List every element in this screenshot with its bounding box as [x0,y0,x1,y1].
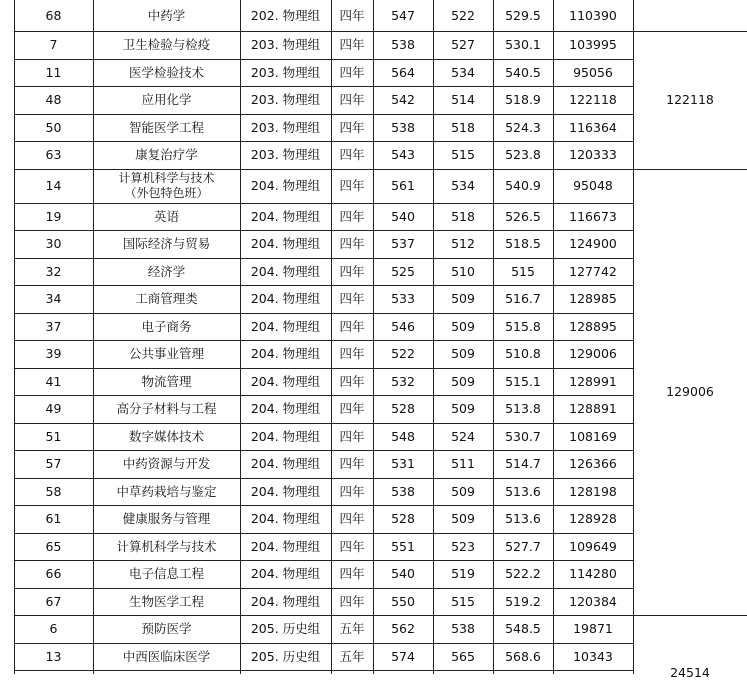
max-score-cell: 547 [391,8,415,23]
avg-score-cell: 519.2 [505,593,541,609]
major-name-cell: 数字媒体技术 [128,428,204,444]
min-score-cell: 512 [451,236,475,252]
study-years-cell: 四年 [339,263,365,279]
subject-group-cell: 203. 物理组 [250,64,321,80]
subject-group-cell: 204. 物理组 [250,538,321,554]
subject-group-cell: 204. 物理组 [250,291,321,307]
grid-hline [14,395,633,396]
subject-group-cell: 204. 物理组 [250,263,321,279]
subject-group-cell: 204. 物理组 [250,483,321,499]
avg-score-cell: 540.5 [505,64,541,80]
grid-vline [493,0,494,674]
min-score-cell: 509 [451,373,475,389]
avg-score-cell: 530.7 [505,428,541,444]
major-name-cell: 中药资源与开发 [122,456,211,472]
min-rank-cell: 10343 [573,648,613,664]
subject-group-cell: 204. 物理组 [250,208,321,224]
grid-hline [14,643,633,644]
min-score-cell: 522 [451,8,475,23]
major-code-cell: 49 [45,401,62,417]
major-code-cell: 51 [45,428,62,444]
major-name-cell: 计算机科学与技术 （外包特色班） [118,170,215,200]
subject-group-cell: 203. 物理组 [250,147,321,163]
grid-hline [14,31,633,32]
grid-hline [14,423,633,424]
avg-score-cell: 548.5 [505,621,541,637]
major-code-cell: 61 [45,511,62,527]
study-years-cell: 四年 [339,456,365,472]
min-rank-cell: 103995 [569,37,617,53]
min-rank-cell: 128991 [569,373,617,389]
min-rank-cell: 120333 [569,147,617,163]
max-score-cell: 528 [391,401,415,417]
subject-group-cell: 203. 物理组 [250,92,321,108]
min-rank-cell: 128891 [569,401,617,417]
grid-vline [553,0,554,674]
grid-hline [14,169,633,170]
grid-vline [240,0,241,674]
subject-group-cell: 202. 物理组 [250,8,321,23]
major-name-cell: 中草药栽培与鉴定 [116,483,217,499]
major-code-cell: 39 [45,346,62,362]
min-score-cell: 538 [451,621,475,637]
avg-score-cell: 526.5 [505,208,541,224]
major-code-cell: 67 [45,593,62,609]
min-rank-cell: 110390 [569,8,617,23]
major-name-cell: 生物医学工程 [128,593,204,609]
grid-hline [14,203,633,204]
major-name-cell: 电子信息工程 [128,566,204,582]
grid-hline [14,114,633,115]
major-name-cell: 物流管理 [141,373,192,389]
study-years-cell: 四年 [339,401,365,417]
min-score-cell: 518 [451,119,475,135]
avg-score-cell: 513.6 [505,511,541,527]
max-score-cell: 551 [391,538,415,554]
min-rank-cell: 127742 [569,263,617,279]
max-score-cell: 550 [391,593,415,609]
avg-score-cell: 513.6 [505,483,541,499]
major-name-cell: 经济学 [147,263,186,279]
avg-score-cell: 568.6 [505,648,541,664]
min-score-cell: 527 [451,37,475,53]
min-score-cell: 523 [451,538,475,554]
min-score-cell: 534 [451,178,475,193]
grid-hline [14,505,633,506]
min-score-cell: 509 [451,318,475,334]
grid-hline [14,86,633,87]
max-score-cell: 532 [391,373,415,389]
max-score-cell: 561 [391,178,415,193]
avg-score-cell: 524.3 [505,119,541,135]
major-name-cell: 健康服务与管理 [122,511,211,527]
min-score-cell: 518 [451,208,475,224]
study-years-cell: 四年 [339,291,365,307]
grid-hline [14,450,633,451]
min-score-cell: 509 [451,291,475,307]
min-score-cell: 515 [451,593,475,609]
max-score-cell: 548 [391,428,415,444]
min-rank-cell: 120384 [569,593,617,609]
max-score-cell: 543 [391,147,415,163]
group-min-rank-cell: 129006 [666,384,714,400]
major-code-cell: 48 [45,92,62,108]
grid-hline [14,615,633,616]
grid-hline [14,59,633,60]
grid-hline [14,258,633,259]
max-score-cell: 538 [391,483,415,499]
max-score-cell: 546 [391,318,415,334]
avg-score-cell: 540.9 [505,178,541,193]
subject-group-cell: 204. 物理组 [250,593,321,609]
max-score-cell: 537 [391,236,415,252]
avg-score-cell: 518.9 [505,92,541,108]
min-score-cell: 534 [451,64,475,80]
avg-score-cell: 515.1 [505,373,541,389]
subject-group-cell: 204. 物理组 [250,511,321,527]
grid-hline [14,478,633,479]
min-rank-cell: 129006 [569,346,617,362]
study-years-cell: 四年 [339,119,365,135]
min-rank-cell: 116364 [569,119,617,135]
max-score-cell: 522 [391,346,415,362]
major-name-cell: 中西医临床医学 [122,648,211,664]
subject-group-cell: 204. 物理组 [250,428,321,444]
grid-hline [14,313,633,314]
min-rank-cell: 128928 [569,511,617,527]
grid-hline [14,670,633,671]
min-rank-cell: 95048 [573,178,613,193]
min-rank-cell: 126366 [569,456,617,472]
major-code-cell: 30 [45,236,62,252]
avg-score-cell: 518.5 [505,236,541,252]
grid-vline [373,0,374,674]
min-rank-cell: 128198 [569,483,617,499]
major-name-cell: 高分子材料与工程 [116,401,217,417]
subject-group-cell: 205. 历史组 [250,648,321,664]
major-name-cell: 医学检验技术 [128,64,204,80]
major-name-cell: 国际经济与贸易 [122,236,211,252]
major-code-cell: 11 [45,64,62,80]
min-score-cell: 524 [451,428,475,444]
grid-hline [14,230,633,231]
subject-group-cell: 204. 物理组 [250,456,321,472]
min-rank-cell: 124900 [569,236,617,252]
max-score-cell: 542 [391,92,415,108]
major-name-cell: 卫生检验与检疫 [122,37,211,53]
major-code-cell: 34 [45,291,62,307]
min-score-cell: 509 [451,483,475,499]
avg-score-cell: 514.7 [505,456,541,472]
major-name-cell: 中药学 [147,8,186,23]
major-name-cell: 电子商务 [141,318,192,334]
major-name-cell: 智能医学工程 [128,119,204,135]
major-code-cell: 58 [45,483,62,499]
major-name-cell: 公共事业管理 [128,346,204,362]
min-rank-cell: 95056 [573,64,613,80]
grid-hline [14,368,633,369]
subject-group-cell: 204. 物理组 [250,566,321,582]
min-rank-cell: 122118 [569,92,617,108]
study-years-cell: 四年 [339,64,365,80]
major-code-cell: 41 [45,373,62,389]
study-years-cell: 四年 [339,593,365,609]
study-years-cell: 四年 [339,373,365,389]
group-min-rank-cell [633,0,747,31]
avg-score-cell: 530.1 [505,37,541,53]
grid-hline [14,588,633,589]
max-score-cell: 538 [391,37,415,53]
avg-score-cell: 516.7 [505,291,541,307]
min-score-cell: 519 [451,566,475,582]
avg-score-cell: 527.7 [505,538,541,554]
min-rank-cell: 108169 [569,428,617,444]
subject-group-cell: 204. 物理组 [250,236,321,252]
subject-group-cell: 203. 物理组 [250,119,321,135]
max-score-cell: 525 [391,263,415,279]
subject-group-cell: 204. 物理组 [250,401,321,417]
major-name-cell: 英语 [153,208,179,224]
study-years-cell: 四年 [339,318,365,334]
study-years-cell: 四年 [339,208,365,224]
study-years-cell: 四年 [339,92,365,108]
group-min-rank-cell: 24514 [670,665,710,680]
avg-score-cell: 515.8 [505,318,541,334]
max-score-cell: 540 [391,208,415,224]
major-name-cell: 应用化学 [141,92,192,108]
max-score-cell: 564 [391,64,415,80]
group-divider-line [633,31,747,32]
max-score-cell: 528 [391,511,415,527]
min-score-cell: 511 [451,456,475,472]
group-min-rank-cell: 122118 [666,92,714,108]
grid-hline [14,560,633,561]
grid-vline [633,0,634,674]
study-years-cell: 四年 [339,511,365,527]
major-code-cell: 32 [45,263,62,279]
max-score-cell: 538 [391,119,415,135]
study-years-cell: 四年 [339,566,365,582]
study-years-cell: 四年 [339,538,365,554]
major-code-cell: 63 [45,147,62,163]
study-years-cell: 五年 [339,621,365,637]
study-years-cell: 四年 [339,483,365,499]
study-years-cell: 四年 [339,346,365,362]
subject-group-cell: 204. 物理组 [250,373,321,389]
subject-group-cell: 205. 历史组 [250,621,321,637]
major-code-cell: 13 [45,648,62,664]
min-score-cell: 514 [451,92,475,108]
min-rank-cell: 116673 [569,208,617,224]
max-score-cell: 562 [391,621,415,637]
group-divider-line [633,615,747,616]
avg-score-cell: 510.8 [505,346,541,362]
min-score-cell: 510 [451,263,475,279]
min-score-cell: 509 [451,401,475,417]
major-code-cell: 68 [45,8,62,23]
study-years-cell: 四年 [339,147,365,163]
grid-hline [14,285,633,286]
study-years-cell: 四年 [339,178,365,193]
max-score-cell: 531 [391,456,415,472]
major-code-cell: 7 [49,37,58,53]
min-score-cell: 515 [451,147,475,163]
grid-hline [14,533,633,534]
min-rank-cell: 114280 [569,566,617,582]
avg-score-cell: 522.2 [505,566,541,582]
subject-group-cell: 204. 物理组 [250,318,321,334]
subject-group-cell: 204. 物理组 [250,346,321,362]
subject-group-cell: 203. 物理组 [250,37,321,53]
avg-score-cell: 523.8 [505,147,541,163]
major-code-cell: 65 [45,538,62,554]
min-rank-cell: 128895 [569,318,617,334]
major-code-cell: 14 [45,178,62,193]
grid-vline [433,0,434,674]
subject-group-cell: 204. 物理组 [250,178,321,193]
grid-vline [14,0,15,674]
major-code-cell: 19 [45,208,62,224]
study-years-cell: 四年 [339,236,365,252]
major-code-cell: 6 [49,621,58,637]
min-score-cell: 565 [451,648,475,664]
study-years-cell: 四年 [339,8,365,23]
max-score-cell: 574 [391,648,415,664]
grid-hline [14,141,633,142]
study-years-cell: 四年 [339,428,365,444]
major-name-cell: 工商管理类 [135,291,198,307]
major-name-cell: 康复治疗学 [135,147,198,163]
major-code-cell: 50 [45,119,62,135]
avg-score-cell: 529.5 [505,8,541,23]
group-divider-line [633,169,747,170]
major-code-cell: 57 [45,456,62,472]
min-rank-cell: 109649 [569,538,617,554]
min-score-cell: 509 [451,511,475,527]
study-years-cell: 四年 [339,37,365,53]
major-code-cell: 37 [45,318,62,334]
grid-vline [331,0,332,674]
avg-score-cell: 513.8 [505,401,541,417]
major-name-cell: 预防医学 [141,621,192,637]
min-rank-cell: 128985 [569,291,617,307]
grid-vline [93,0,94,674]
major-code-cell: 66 [45,566,62,582]
max-score-cell: 540 [391,566,415,582]
study-years-cell: 五年 [339,648,365,664]
avg-score-cell: 515 [511,263,535,279]
max-score-cell: 533 [391,291,415,307]
min-rank-cell: 19871 [573,621,613,637]
grid-hline [14,340,633,341]
major-name-cell: 计算机科学与技术 [116,538,217,554]
min-score-cell: 509 [451,346,475,362]
